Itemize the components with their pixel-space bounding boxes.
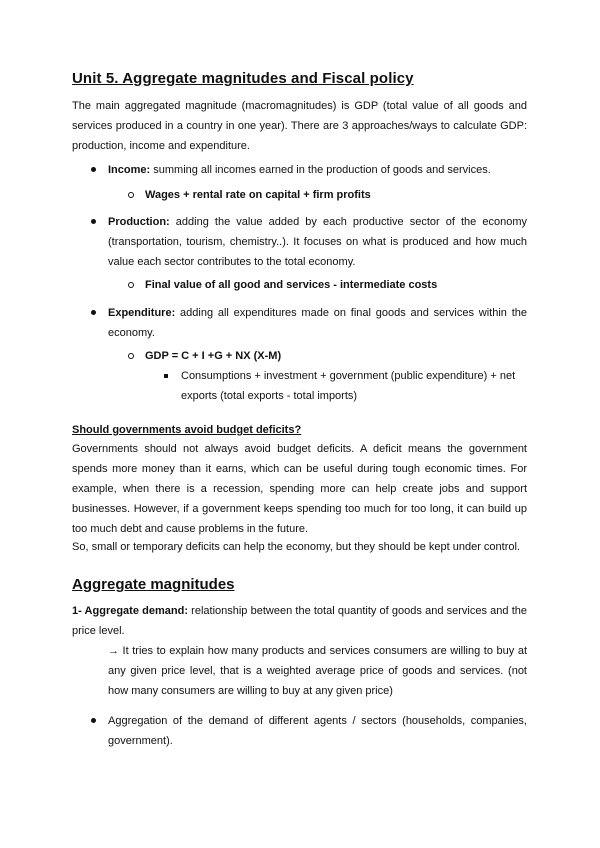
aggregation-item: Aggregation of the demand of different agents / sectors (households, companies, government). (108, 715, 527, 747)
bullet-circle-icon (128, 353, 134, 359)
production-text: adding the value added by each productive sector of the economy (transportation, tourism, chemistry..). It focuses on what is produced and how much value each sector contributes to the total economy. (108, 216, 527, 268)
gdp-detail: Consumptions + investment + government (public expenditure) + net exports (total exports - total imports) (181, 370, 516, 402)
expenditure-item (108, 303, 527, 343)
expenditure-label: Expenditure: (108, 307, 176, 319)
income-text: summing all incomes earned in the production of goods and services. (150, 164, 491, 176)
expenditure-text: adding all expenditures made on final goods and services within the economy. (108, 307, 527, 339)
income-formula: Wages + rental rate on capital + firm profits (145, 189, 371, 201)
bullet-circle-icon (128, 282, 134, 288)
production-label: Production: (108, 216, 170, 228)
intro-paragraph: The main aggregated magnitude (macromagnitudes) is GDP (total value of all goods and services produced in a country in one year). There are 3 approaches/ways to calculate GDP: production, income and expenditure. (72, 100, 527, 152)
deficit-body: Governments should not always avoid budget deficits. A deficit means the government spends more money than it earns, which can be useful during tough economic times. For example, when there is a recession, spending more can help create jobs and support businesses. However, if a government keeps spending too much for too long, it can build up too much debt and cause problems in the future. (72, 443, 527, 535)
aggregate-demand-label: 1- Aggregate demand: (72, 605, 188, 617)
section-heading-aggregate: Aggregate magnitudes (72, 576, 235, 593)
aggregate-demand-paragraph (72, 601, 527, 641)
bullet-square-icon (164, 374, 168, 378)
gdp-formula: GDP = C + I +G + NX (X-M) (145, 350, 282, 362)
bullet-dot-icon (91, 310, 96, 315)
income-item (108, 160, 528, 180)
production-formula: Final value of all good and services - intermediate costs (145, 279, 438, 291)
bullet-circle-icon (128, 192, 134, 198)
deficit-conclusion: So, small or temporary deficits can help the economy, but they should be kept under control. (72, 541, 520, 553)
aggregate-demand-text: relationship between the total quantity of goods and services and the price level. (72, 605, 527, 637)
page-title: Unit 5. Aggregate magnitudes and Fiscal policy (72, 70, 414, 87)
production-item (108, 212, 527, 272)
bullet-dot-icon (91, 167, 96, 172)
bullet-dot-icon (91, 219, 96, 224)
bullet-dot-icon (91, 718, 96, 723)
income-label: Income: (108, 164, 151, 176)
aggregate-demand-explanation: → It tries to explain how many products and services consumers are willing to buy at any given price level, that is a weighted average price of goods and services. (not how many consumers are willing to buy at any given price) (108, 645, 527, 697)
deficit-heading: Should governments avoid budget deficits? (72, 424, 302, 436)
